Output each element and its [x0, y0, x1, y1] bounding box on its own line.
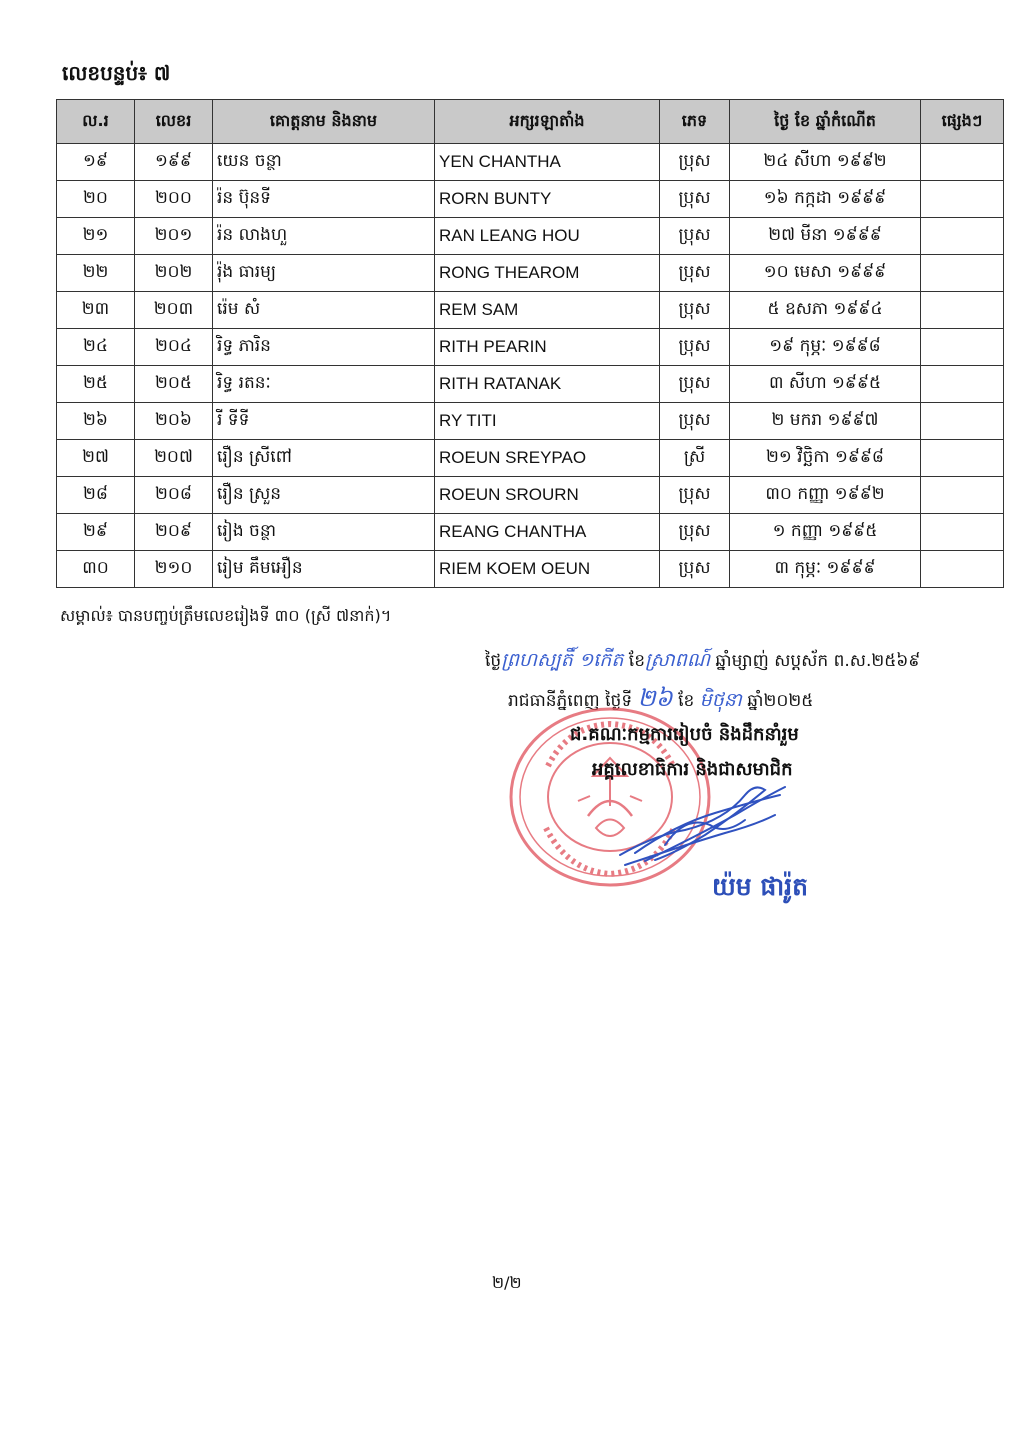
table-row	[57, 218, 1004, 255]
cell-name: រិទ្ធ រតនៈ	[213, 366, 435, 403]
cell-id: ២០៤	[135, 329, 213, 366]
handwritten-place-day: ២៦	[637, 684, 673, 712]
table-row	[57, 292, 1004, 329]
cell-latin: RY TITI	[435, 403, 660, 440]
cell-id: ២០៩	[135, 514, 213, 551]
cell-id: ២០៨	[135, 477, 213, 514]
place-mid: ខែ	[672, 691, 700, 711]
cell-dob: ២៧ មីនា ១៩៩៩	[730, 218, 921, 255]
cell-id: ២០៦	[135, 403, 213, 440]
candidate-table	[56, 99, 1004, 588]
header-no: ល.រ	[57, 100, 135, 144]
header-other: ផ្សេងៗ	[921, 100, 1004, 144]
cell-sex: ប្រុស	[660, 477, 730, 514]
cell-other	[921, 551, 1004, 588]
cell-latin: RIEM KOEM OEUN	[435, 551, 660, 588]
cell-no: ២៤	[57, 329, 135, 366]
cell-other	[921, 403, 1004, 440]
table-row	[57, 477, 1004, 514]
cell-other	[921, 329, 1004, 366]
cell-dob: ៥ ឧសភា ១៩៩៤	[730, 292, 921, 329]
cell-name: រិទ្ធ ភារិន	[213, 329, 435, 366]
cell-id: ២០៣	[135, 292, 213, 329]
cell-no: ២២	[57, 255, 135, 292]
room-number-title: លេខបន្ទប់៖ ៧	[62, 61, 171, 85]
cell-sex: ប្រុស	[660, 292, 730, 329]
header-sex: ភេទ	[660, 100, 730, 144]
cell-other	[921, 218, 1004, 255]
cell-latin: ROEUN SREYPAO	[435, 440, 660, 477]
cell-name: រឿន ស្រួន	[213, 477, 435, 514]
cell-sex: ប្រុស	[660, 514, 730, 551]
table-row	[57, 440, 1004, 477]
cell-dob: ២ មករា ១៩៩៧	[730, 403, 921, 440]
lunar-date-line	[485, 648, 920, 676]
cell-other	[921, 514, 1004, 551]
cell-name: រៀង ចន្ថា	[213, 514, 435, 551]
cell-sex: ប្រុស	[660, 366, 730, 403]
cell-id: ២០១	[135, 218, 213, 255]
cell-sex: ប្រុស	[660, 329, 730, 366]
cell-latin: RONG THEAROM	[435, 255, 660, 292]
cell-other	[921, 477, 1004, 514]
handwritten-place-month: មិថុនា	[699, 689, 742, 711]
table-row	[57, 514, 1004, 551]
table-row	[57, 329, 1004, 366]
cell-no: ២១	[57, 218, 135, 255]
cell-dob: ២៤ សីហា ១៩៩២	[730, 144, 921, 181]
cell-name: យេន ចន្ថា	[213, 144, 435, 181]
cell-no: ២០	[57, 181, 135, 218]
date-suffix: ឆ្នាំម្សាញ់ សប្តស័ក ព.ស.២៥៦៩	[710, 651, 921, 671]
cell-name: រៀម គឹមអឿន	[213, 551, 435, 588]
date-mid: ខែ	[623, 651, 645, 671]
cell-sex: ប្រុស	[660, 218, 730, 255]
cell-name: រ៉េម សំ	[213, 292, 435, 329]
cell-name: រឿន ស្រីពៅ	[213, 440, 435, 477]
table-row	[57, 181, 1004, 218]
cell-other	[921, 366, 1004, 403]
table-row	[57, 366, 1004, 403]
cell-latin: RITH RATANAK	[435, 366, 660, 403]
table-row	[57, 144, 1004, 181]
cell-other	[921, 144, 1004, 181]
place-prefix: រាជធានីភ្នំពេញ ថ្ងៃទី	[508, 691, 638, 711]
cell-other	[921, 255, 1004, 292]
cell-latin: RITH PEARIN	[435, 329, 660, 366]
cell-no: ២៩	[57, 514, 135, 551]
cell-latin: YEN CHANTHA	[435, 144, 660, 181]
header-latin: អក្សរឡាតាំង	[435, 100, 660, 144]
cell-id: ២០០	[135, 181, 213, 218]
cell-dob: ៣ កុម្ភៈ ១៩៩៩	[730, 551, 921, 588]
cell-name: រ៉ុង ធារម្យ	[213, 255, 435, 292]
page-number: ២/២	[492, 1273, 522, 1292]
cell-no: ២៦	[57, 403, 135, 440]
cell-sex: ប្រុស	[660, 255, 730, 292]
cell-latin: RAN LEANG HOU	[435, 218, 660, 255]
header-name: គោត្តនាម និងនាម	[213, 100, 435, 144]
cell-no: ២៣	[57, 292, 135, 329]
cell-dob: ៣ សីហា ១៩៩៥	[730, 366, 921, 403]
cell-no: ៣០	[57, 551, 135, 588]
table-row	[57, 551, 1004, 588]
cell-name: រី ទីទី	[213, 403, 435, 440]
cell-id: ២០៥	[135, 366, 213, 403]
cell-dob: ១ កញ្ញា ១៩៩៥	[730, 514, 921, 551]
cell-no: ២៥	[57, 366, 135, 403]
handwritten-month: ស្រាពណ៍	[644, 649, 711, 671]
cell-sex: ប្រុស	[660, 144, 730, 181]
cell-dob: ១៩ កុម្ភៈ ១៩៩៨	[730, 329, 921, 366]
cell-other	[921, 181, 1004, 218]
table-row	[57, 255, 1004, 292]
cell-sex: ប្រុស	[660, 181, 730, 218]
place-suffix: ឆ្នាំ២០២៥	[741, 691, 814, 711]
signer-name: យ៉ម ផារ៉ូត	[712, 872, 808, 901]
header-dob: ថ្ងៃ ខែ ឆ្នាំកំណើត	[730, 100, 921, 144]
cell-id: ២១០	[135, 551, 213, 588]
cell-sex: ប្រុស	[660, 403, 730, 440]
cell-latin: RORN BUNTY	[435, 181, 660, 218]
secretary-general-title: អគ្គលេខាធិការ និងជាសមាជិក	[592, 759, 793, 780]
cell-id: ២០៧	[135, 440, 213, 477]
cell-no: ១៩	[57, 144, 135, 181]
cell-latin: REANG CHANTHA	[435, 514, 660, 551]
cell-other	[921, 440, 1004, 477]
handwritten-day: ព្រហស្បតិ៍ ១កើត	[501, 649, 624, 671]
cell-dob: ១៦ កក្កដា ១៩៩៩	[730, 181, 921, 218]
cell-sex: ប្រុស	[660, 551, 730, 588]
table-row	[57, 403, 1004, 440]
committee-title: ជ.គណៈកម្មការរៀបចំ និងដឹកនាំរួម	[570, 724, 799, 745]
cell-sex: ស្រី	[660, 440, 730, 477]
cell-latin: ROEUN SROURN	[435, 477, 660, 514]
date-prefix: ថ្ងៃ	[485, 651, 502, 671]
cell-id: ២០២	[135, 255, 213, 292]
header-id: លេខរ	[135, 100, 213, 144]
cell-name: រ៉ន ប៊ុនទី	[213, 181, 435, 218]
cell-other	[921, 292, 1004, 329]
note-text: សម្គាល់៖ បានបញ្ចប់ត្រឹមលេខរៀងទី ៣០ (ស្រី ៧នាក់)។	[60, 606, 392, 625]
cell-latin: REM SAM	[435, 292, 660, 329]
handwritten-signature	[615, 775, 790, 870]
cell-dob: ១០ មេសា ១៩៩៩	[730, 255, 921, 292]
cell-no: ២៧	[57, 440, 135, 477]
cell-name: រ៉ន លាងហួ	[213, 218, 435, 255]
table-header-row	[57, 100, 1004, 144]
cell-dob: ២១ វិច្ឆិកា ១៩៩៨	[730, 440, 921, 477]
cell-dob: ៣០ កញ្ញា ១៩៩២	[730, 477, 921, 514]
cell-no: ២៨	[57, 477, 135, 514]
table-body	[57, 144, 1004, 588]
cell-id: ១៩៩	[135, 144, 213, 181]
